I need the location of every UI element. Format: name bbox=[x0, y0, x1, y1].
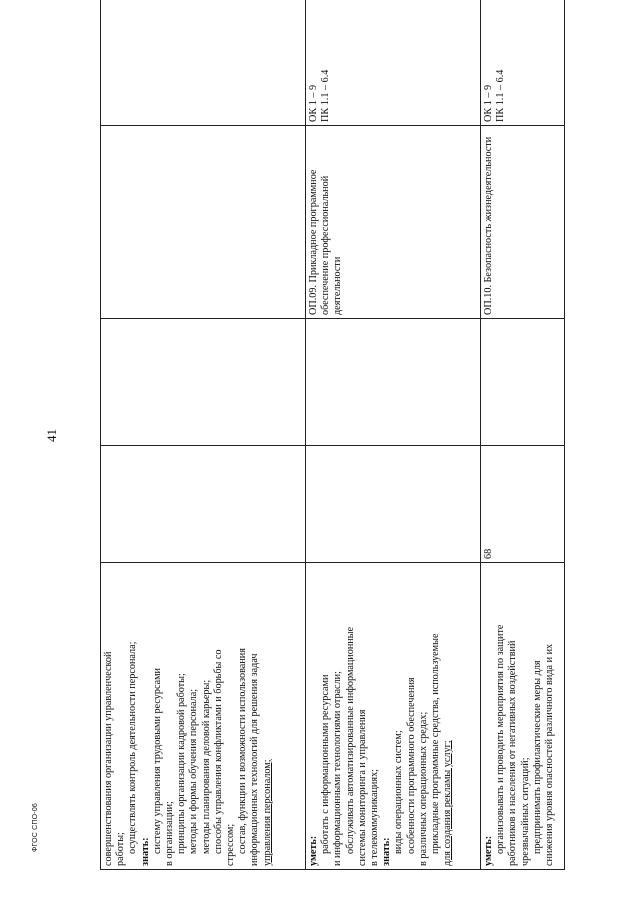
knowledge-line: чрезвычайных ситуаций; bbox=[519, 757, 531, 866]
table-row bbox=[481, 0, 565, 870]
knowledge-line: работы; bbox=[115, 832, 127, 866]
knowledge-line: прикладные программные средства, используемые bbox=[430, 633, 442, 854]
knowledge-line: способы управления конфликтами и борьбы со bbox=[212, 649, 224, 854]
competency-code: ПК 1.1 – 6.4 bbox=[495, 69, 507, 122]
knowledge-line: методы планирования деловой карьеры; bbox=[200, 679, 212, 854]
competency-code: ОК 1 – 9 bbox=[308, 84, 319, 122]
knowledge-line: уметь: bbox=[308, 835, 319, 866]
knowledge-line: систему управления трудовыми ресурсами bbox=[151, 667, 163, 854]
knowledge-cell bbox=[481, 563, 565, 870]
page-number: 41 bbox=[44, 429, 59, 442]
knowledge-line: предпринимать профилактические меры для bbox=[531, 660, 543, 854]
knowledge-line: обслуживать автоматизированные информационные bbox=[344, 626, 356, 854]
competencies-cell bbox=[481, 0, 565, 126]
competency-code: ОК 1 – 9 bbox=[483, 84, 494, 122]
knowledge-line: совершенствования организации управленческой bbox=[103, 651, 114, 866]
knowledge-line: и информационными технологиями отрасли; bbox=[332, 671, 344, 866]
knowledge-line: методы и формы обучения персонала; bbox=[188, 688, 200, 854]
curriculum-table bbox=[100, 34, 564, 870]
knowledge-line: работников и населения от негативных воздействий bbox=[507, 640, 519, 866]
hours-cell bbox=[101, 446, 306, 563]
knowledge-line: в телекоммуникациях; bbox=[369, 769, 381, 866]
index-cell bbox=[101, 319, 306, 446]
competency-code: ПК 1.1 – 6.4 bbox=[320, 69, 332, 122]
table-row bbox=[306, 0, 481, 870]
curriculum-table-grid bbox=[100, 0, 565, 870]
knowledge-line: управления персоналом; bbox=[261, 759, 273, 866]
index-cell bbox=[481, 319, 565, 446]
knowledge-line: особенности программного обеспечения bbox=[405, 677, 417, 854]
discipline-cell: ОП.09. Прикладное программное обеспечение профессиональной деятельности bbox=[306, 126, 481, 319]
competencies-cell bbox=[306, 0, 481, 126]
knowledge-line: в организации; bbox=[164, 801, 176, 866]
knowledge-line: осуществлять контроль деятельности персонала; bbox=[127, 641, 139, 854]
hours-cell: 68 bbox=[481, 446, 565, 563]
knowledge-line: организовывать и проводить мероприятия по защите bbox=[495, 624, 507, 854]
knowledge-line: снижения уровня опасностей различного вида и их bbox=[544, 643, 556, 866]
table-row bbox=[101, 0, 306, 870]
hours-cell bbox=[306, 446, 481, 563]
knowledge-line: знать: bbox=[139, 837, 151, 866]
discipline-cell: ОП.10. Безопасность жизнедеятельности bbox=[481, 126, 565, 319]
knowledge-line: уметь: bbox=[483, 835, 494, 866]
knowledge-line: принципы организации кадровой работы; bbox=[176, 673, 188, 854]
index-cell bbox=[306, 319, 481, 446]
knowledge-cell bbox=[306, 563, 481, 870]
document-footer: ФГОС СПО-06 bbox=[32, 802, 39, 852]
knowledge-cell bbox=[101, 563, 306, 870]
knowledge-line: виды операционных систем; bbox=[393, 730, 405, 854]
knowledge-line: работать с информационными ресурсами bbox=[320, 674, 332, 854]
knowledge-line: знать: bbox=[381, 837, 393, 866]
knowledge-line: информационных технологий для решения задач bbox=[249, 653, 261, 866]
competencies-cell bbox=[101, 0, 306, 126]
knowledge-line: состав, функции и возможности использования bbox=[237, 648, 249, 854]
knowledge-line: для создания рекламы услуг; bbox=[442, 740, 454, 866]
discipline-cell bbox=[101, 126, 306, 319]
knowledge-line: в различных операционных средах; bbox=[417, 711, 429, 866]
knowledge-line: стрессом; bbox=[225, 823, 237, 866]
knowledge-line: системы мониторинга и управления bbox=[356, 709, 368, 866]
